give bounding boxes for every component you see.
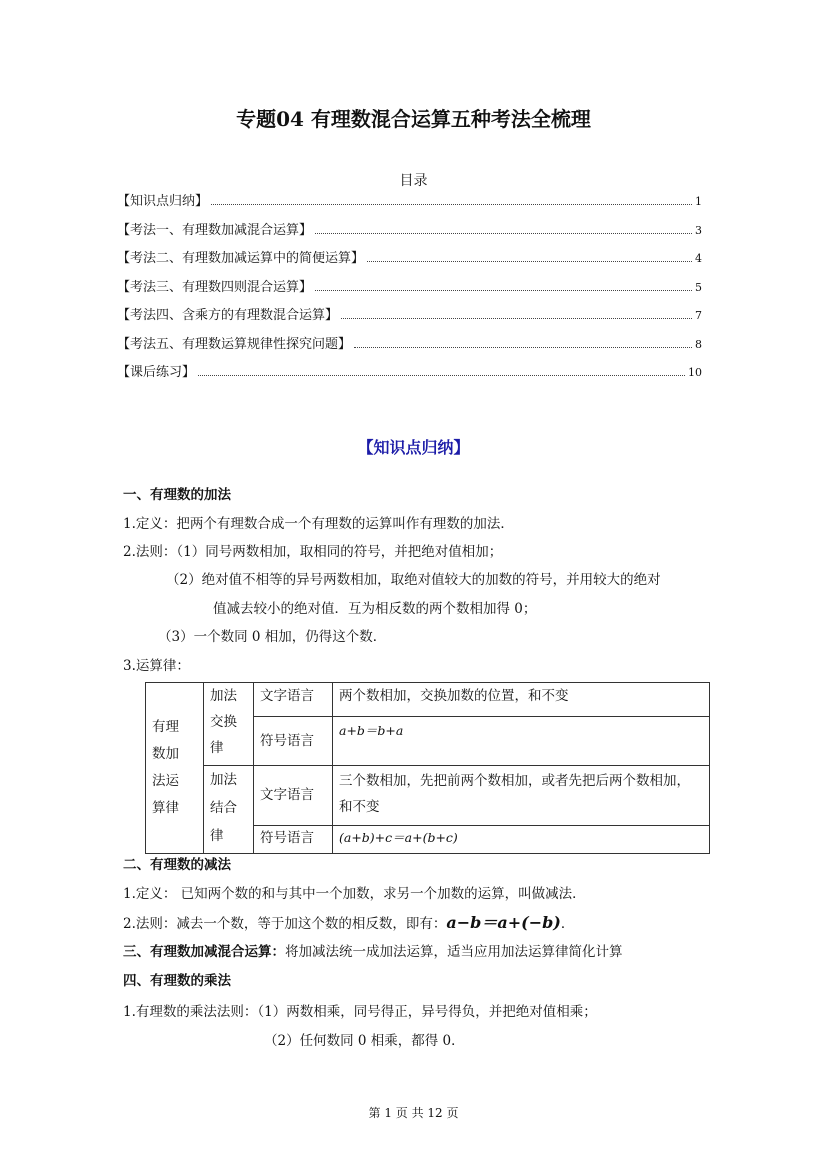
toc-item[interactable] <box>117 219 702 238</box>
toc-item-page: 10 <box>688 366 702 379</box>
document-title: 专题04 有理数混合运算五种考法全梳理 <box>236 107 591 131</box>
paragraph: （2）任何数同 0 相乘，都得 0． <box>264 1033 465 1049</box>
text-label-cell: 文字语言 <box>254 683 333 717</box>
row-header-text: 法运 <box>152 773 179 789</box>
toc-leader <box>315 280 692 291</box>
text-label-cell: 文字语言 <box>254 766 333 826</box>
law-name-text: 律 <box>210 740 224 756</box>
toc-item-label: 【课后练习】 <box>117 365 196 380</box>
rule-text: 2.法则：减去一个数，等于加这个数的相反数，即有： <box>123 916 447 932</box>
toc-item-page: 1 <box>695 195 702 208</box>
row-header-cell <box>146 683 204 854</box>
toc-item-page: 7 <box>695 309 702 322</box>
paragraph: （2）绝对值不相等的异号两数相加，取绝对值较大的加数的符号，并用较大的绝对 <box>166 572 661 588</box>
subtraction-formula: a−b＝a+(−b) <box>446 913 561 932</box>
part3-heading: 三、有理数加减混合运算： <box>123 944 285 960</box>
paragraph: 3.运算律： <box>123 658 190 674</box>
symbol-cell: (a+b)+c＝a+(b+c) <box>333 826 710 854</box>
paragraph: 1.有理数的乘法法则：（1）两数相乘，同号得正，异号得负，并把绝对值相乘； <box>123 1004 597 1020</box>
law-name-cell <box>204 766 254 854</box>
law-name-text: 律 <box>210 828 224 844</box>
part2-heading: 二、有理数的减法 <box>123 857 231 873</box>
toc-item-label: 【考法四、含乘方的有理数混合运算】 <box>117 308 339 323</box>
paragraph: （3）一个数同 0 相加，仍得这个数． <box>158 629 387 645</box>
paragraph: 1.定义： 已知两个数的和与其中一个加数，求另一个加数的运算，叫做减法． <box>123 886 586 902</box>
part4-heading: 四、有理数的乘法 <box>123 973 231 989</box>
toc-leader <box>354 337 692 348</box>
row-header-text: 数加 <box>152 746 179 762</box>
toc-leader <box>341 308 692 319</box>
paragraph: 值减去较小的绝对值．互为相反数的两个数相加得 0； <box>213 601 537 617</box>
section-heading: 【知识点归纳】 <box>357 438 470 457</box>
row-header-text: 算律 <box>152 800 179 816</box>
paragraph <box>123 940 623 960</box>
toc-heading: 目录 <box>399 173 428 189</box>
paragraph <box>123 910 574 933</box>
paragraph: 1.定义：把两个有理数合成一个有理数的运算叫作有理数的加法． <box>123 516 514 532</box>
toc-item-label: 【考法五、有理数运算规律性探究问题】 <box>117 337 352 352</box>
toc-item[interactable] <box>117 190 702 209</box>
toc-leader <box>367 251 692 262</box>
symbol-label-cell: 符号语言 <box>254 717 333 766</box>
row-header-text: 有理 <box>152 719 179 735</box>
toc-item-label: 【知识点归纳】 <box>117 194 209 209</box>
law-name-text: 结合 <box>210 800 237 816</box>
toc-item[interactable] <box>117 276 702 295</box>
toc-leader <box>315 223 692 234</box>
law-name-text: 交换 <box>210 714 237 730</box>
law-name-text: 加法 <box>210 772 237 788</box>
toc-item-label: 【考法一、有理数加减混合运算】 <box>117 223 313 238</box>
addition-laws-table <box>145 682 710 854</box>
toc-leader <box>211 194 692 205</box>
toc-item[interactable] <box>117 247 702 266</box>
toc-item-page: 3 <box>695 224 702 237</box>
toc-item[interactable] <box>117 304 702 323</box>
page-footer: 第 1 页 共 12 页 <box>368 1106 459 1120</box>
toc-item[interactable] <box>117 361 702 380</box>
text-cell: 三个数相加，先把前两个数相加，或者先把后两个数相加，和不变 <box>333 766 710 826</box>
toc-item[interactable] <box>117 333 702 352</box>
toc-item-label: 【考法二、有理数加减运算中的简便运算】 <box>117 251 365 266</box>
symbol-cell: a+b＝b+a <box>333 717 710 766</box>
toc-item-label: 【考法三、有理数四则混合运算】 <box>117 280 313 295</box>
law-name-cell <box>204 683 254 766</box>
law-name-text: 加法 <box>210 688 237 704</box>
text-cell: 两个数相加，交换加数的位置，和不变 <box>333 683 710 717</box>
symbol-label-cell: 符号语言 <box>254 826 333 854</box>
toc-item-page: 5 <box>695 281 702 294</box>
part3-text: 将加减法统一成加法运算，适当应用加法运算律简化计算 <box>285 944 623 960</box>
toc-item-page: 4 <box>695 252 702 265</box>
toc-item-page: 8 <box>695 338 702 351</box>
toc-leader <box>198 365 685 376</box>
punctuation: ． <box>560 916 575 932</box>
paragraph: 2.法则：（1）同号两数相加，取相同的符号，并把绝对值相加； <box>123 544 503 560</box>
part1-heading: 一、有理数的加法 <box>123 487 231 503</box>
